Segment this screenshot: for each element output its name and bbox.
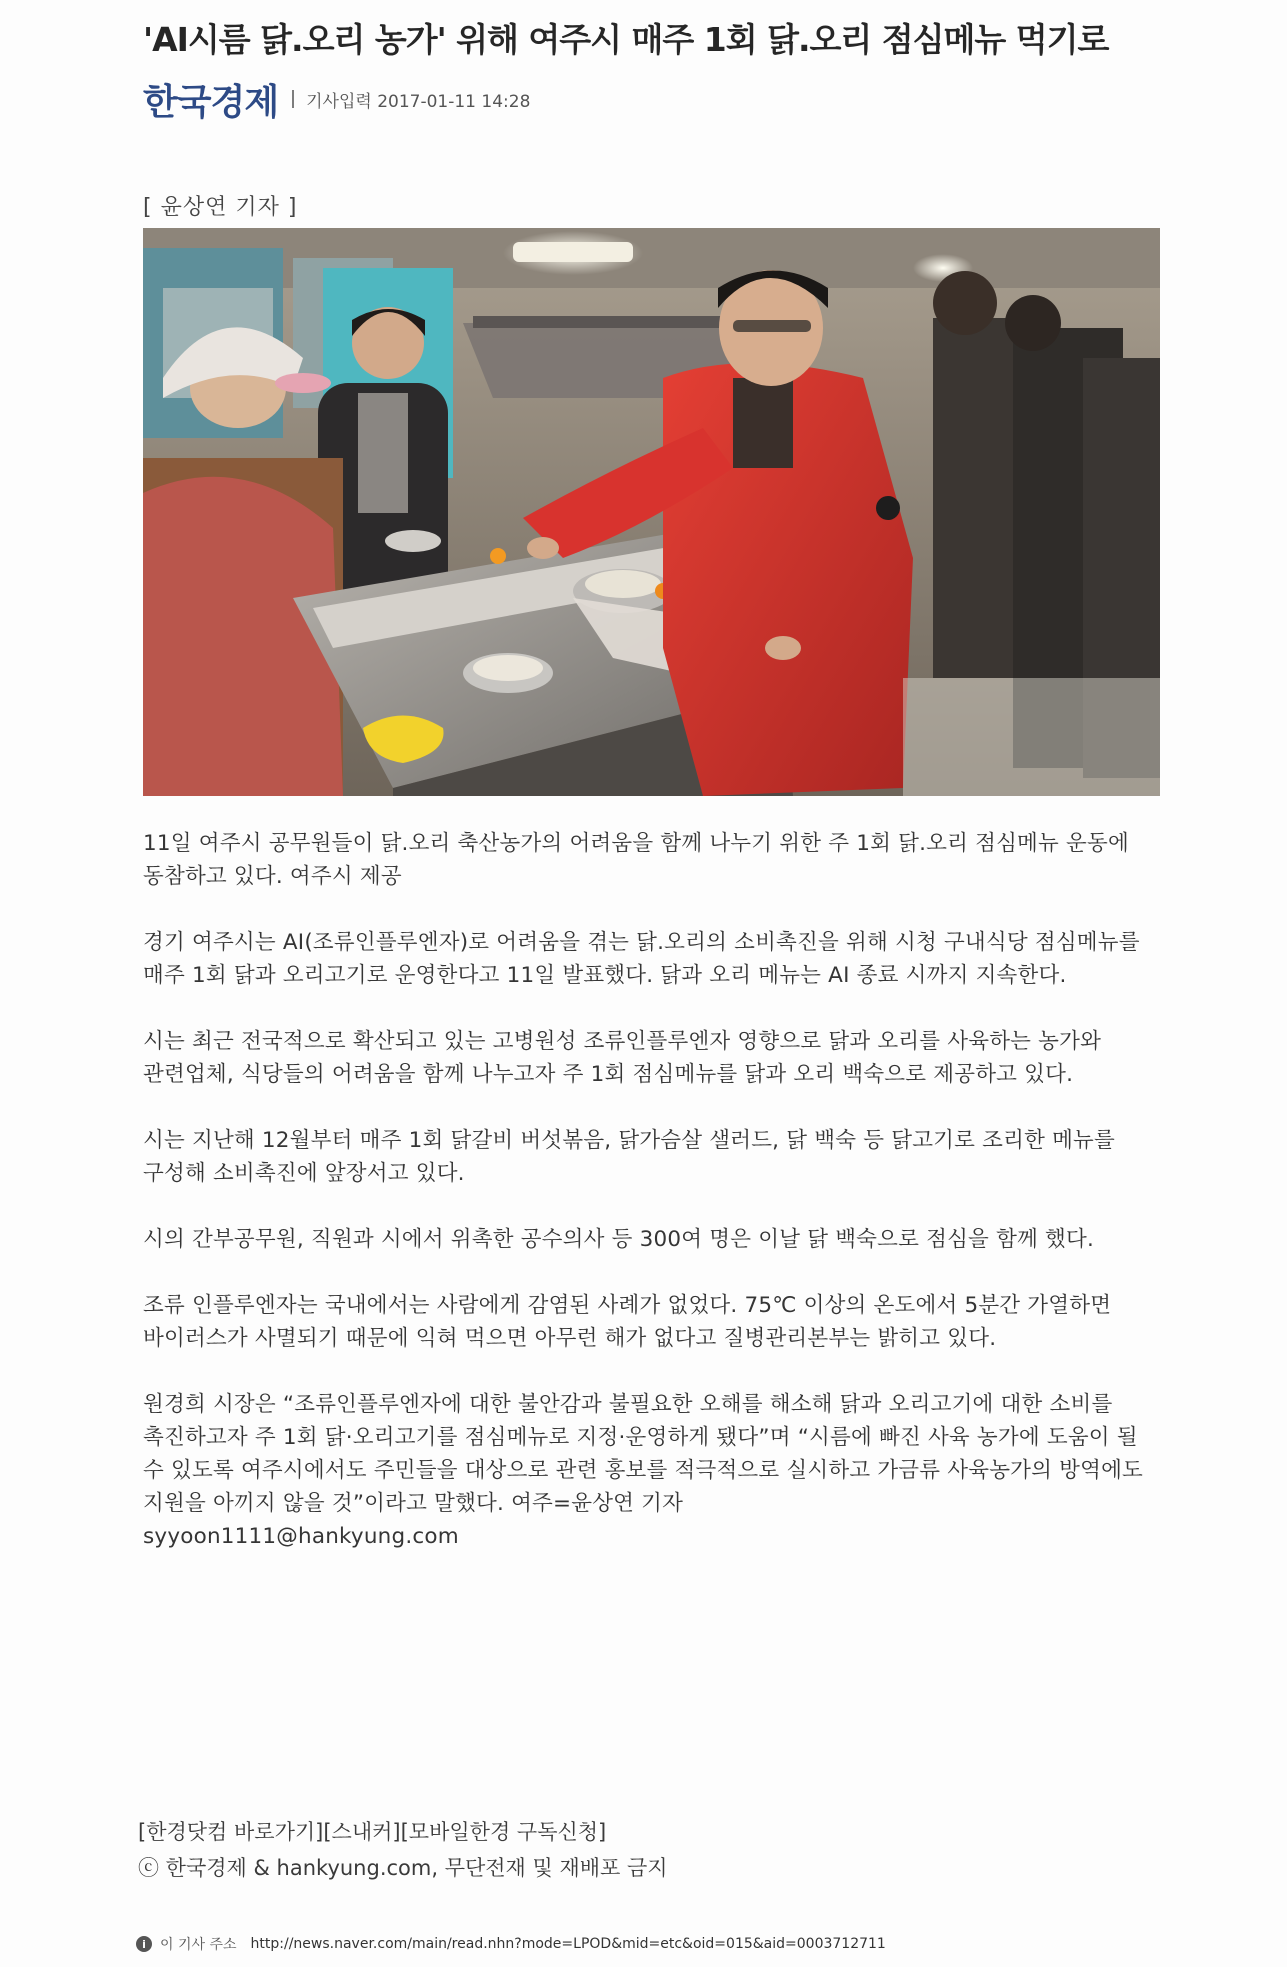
reporter-name: [ 윤상연 기자 ]: [143, 195, 298, 220]
mobile-subscribe-link[interactable]: [모바일한경 구독신청]: [400, 1820, 607, 1844]
article-photo: [143, 228, 1160, 796]
article-url[interactable]: http://news.naver.com/main/read.nhn?mode=LPOD&mid=etc&oid=015&aid=0003712711: [250, 1936, 886, 1952]
info-icon: i: [136, 1936, 152, 1952]
byline-divider: [292, 90, 294, 108]
article-paragraph-4: 시의 간부공무원, 직원과 시에서 위촉한 공수의사 등 300여 명은 이날 닭 백숙으로 점심을 함께 했다.: [143, 1227, 1095, 1252]
article-paragraph-5: 조류 인플루엔자는 국내에서는 사람에게 감염된 사례가 없었다. 75℃ 이상의 온도에서 5분간 가열하면 바이러스가 사멸되기 때문에 익혀 먹으면 아무런 해가 없다고 질병관리본부는 밝히고 있다.: [143, 1293, 1112, 1351]
article-paragraph-1: 경기 여주시는 AI(조류인플루엔자)로 어려움을 겪는 닭.오리의 소비촉진을 위해 시청 구내식당 점심메뉴를 매주 1회 닭과 오리고기로 운영한다고 11일 발표했다. 닭과 오리 메뉴는 AI 종료 시까지 지속한다.: [143, 930, 1140, 988]
snacker-link[interactable]: [스내커]: [323, 1820, 401, 1844]
photo-caption: 11일 여주시 공무원들이 닭.오리 축산농가의 어려움을 함께 나누기 위한 주 1회 닭.오리 점심메뉴 운동에 동참하고 있다. 여주시 제공: [143, 831, 1129, 889]
reporter-email[interactable]: syyoon1111@hankyung.com: [143, 1524, 459, 1549]
article-paragraph-3: 시는 지난해 12월부터 매주 1회 닭갈비 버섯볶음, 닭가슴살 샐러드, 닭 백숙 등 닭고기로 조리한 메뉴를 구성해 소비촉진에 앞장서고 있다.: [143, 1128, 1115, 1186]
copyright-notice: ⓒ 한국경제 & hankyung.com, 무단전재 및 재배포 금지: [138, 1856, 668, 1880]
byline: [143, 74, 530, 124]
article-headline: 'AI시름 닭.오리 농가' 위해 여주시 매주 1회 닭.오리 점심메뉴 먹기로: [143, 20, 1109, 59]
footer-links: [138, 1816, 606, 1846]
article-paragraph-2: 시는 최근 전국적으로 확산되고 있는 고병원성 조류인플루엔자 영향으로 닭과 오리를 사육하는 농가와 관련업체, 식당들의 어려움을 함께 나누고자 주 1회 점심메뉴를 닭과 오리 백숙으로 제공하고 있다.: [143, 1029, 1102, 1087]
hankyung-home-link[interactable]: [한경닷컴 바로가기]: [138, 1820, 324, 1844]
article-body: [143, 827, 1153, 1553]
closing-paragraph-text: 원경희 시장은 “조류인플루엔자에 대한 불안감과 불필요한 오해를 해소해 닭과 오리고기에 대한 소비를 촉진하고자 주 1회 닭·오리고기를 점심메뉴로 지정·운영하게 됐다”며 “시름에 빠진 사육 농가에 도움이 될 수 있도록 여주시에서도 주민들을 대상으로 관련 홍보를 적극적으로 실시하고 가금류 사육농가의 방역에도 지원을 아끼지 않을 것”이라고 말했다. 여주=윤상연 기자: [143, 1392, 1144, 1516]
article-paragraph-6: [143, 1388, 1153, 1553]
article-dateline: 기사입력 2017-01-11 14:28: [306, 91, 531, 112]
publisher-logo[interactable]: 한국경제: [143, 80, 279, 123]
article-url-label: 이 기사 주소: [160, 1937, 237, 1953]
article-url-row: [136, 1934, 886, 1954]
